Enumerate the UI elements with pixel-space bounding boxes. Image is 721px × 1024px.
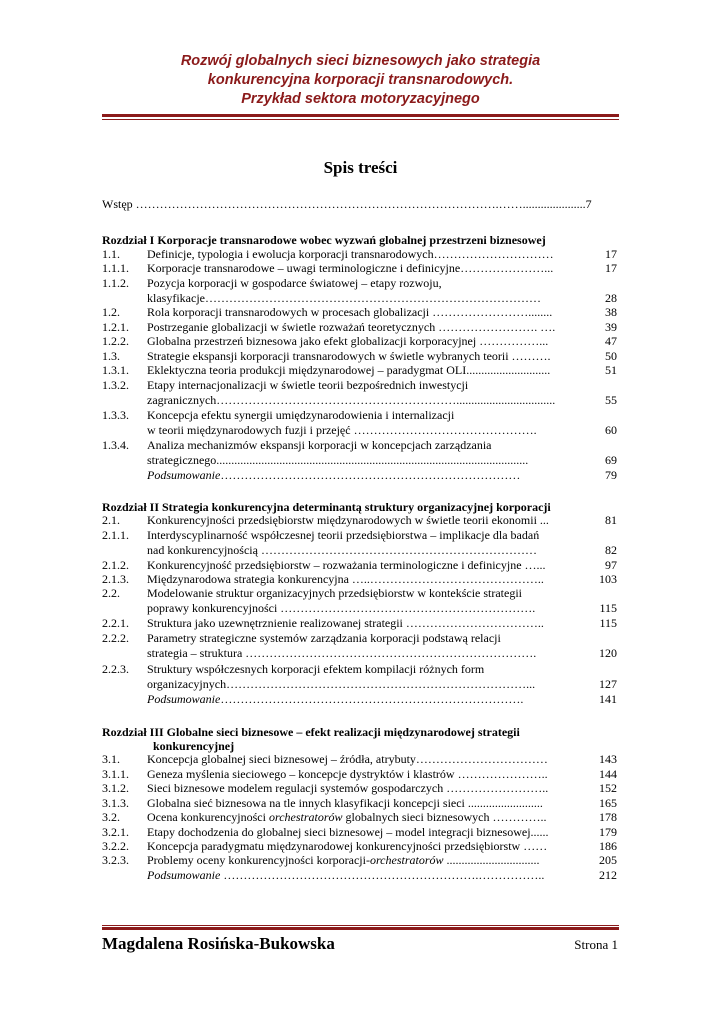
entry-page: 50	[605, 349, 617, 363]
entry-title	[147, 320, 587, 334]
entry-title	[147, 692, 587, 706]
entry-page: 38	[605, 305, 617, 319]
entry-title-text: Eklektyczna teoria produkcji międzynarodowej – paradygmat OLI............................	[147, 363, 551, 377]
entry-title	[147, 810, 587, 824]
entry-number: 3.1.	[102, 752, 120, 766]
entry-title-text: Struktura jako uzewnętrznienie realizowanej strategii ……………………………..	[147, 616, 544, 630]
toc-entry[interactable]	[102, 558, 617, 572]
entry-title-text: organizacyjnych…………………………………………………………………...	[147, 677, 536, 691]
toc-entry[interactable]	[102, 646, 617, 660]
entry-title-text: Podsumowanie	[147, 468, 221, 482]
entry-title-text: Rola korporacji transnarodowych w procesach globalizacji ……………………........	[147, 305, 553, 319]
entry-title	[147, 393, 587, 407]
toc-title: Spis treści	[323, 158, 398, 177]
entry-title	[147, 453, 587, 467]
toc-entry[interactable]	[102, 438, 617, 452]
entry-title	[147, 291, 587, 305]
entry-title-text: Sieci biznesowe modelem regulacji systemów gospodarczych ……………………..	[147, 781, 549, 795]
entry-title	[147, 646, 587, 660]
toc-entry[interactable]	[102, 528, 617, 542]
entry-title-text: Problemy oceny konkurencyjności korporacji-	[147, 853, 370, 867]
entry-title-text: Podsumowanie	[147, 692, 221, 706]
entry-title-text: Globalna przestrzeń biznesowa jako efekt globalizacji korporacyjnej ……………...	[147, 334, 549, 348]
entry-page: 152	[599, 781, 617, 795]
entry-title	[147, 767, 587, 781]
entry-number: 2.1.2.	[102, 558, 129, 572]
entry-title-text: Geneza myślenia sieciowego – koncepcje dystryktów i klastrów …………………..	[147, 767, 548, 781]
toc-entry[interactable]	[102, 677, 617, 691]
entry-page: 165	[599, 796, 617, 810]
entry-number: 1.2.2.	[102, 334, 129, 348]
footer-rule-thin	[102, 925, 619, 926]
toc-entry[interactable]	[102, 513, 617, 527]
toc-entry[interactable]	[102, 586, 617, 600]
toc-entry[interactable]	[102, 781, 617, 795]
entry-page: 179	[599, 825, 617, 839]
entry-page: 212	[599, 868, 617, 882]
entry-title-text: Globalna sieć biznesowa na tle innych klasyfikacji koncepcji sieci .........................	[147, 796, 543, 810]
toc-entry[interactable]	[102, 334, 617, 348]
entry-number: 2.1.	[102, 513, 120, 527]
entry-number: 1.3.1.	[102, 363, 129, 377]
entry-number: 3.1.1.	[102, 767, 129, 781]
toc-entry[interactable]	[102, 408, 617, 422]
chapter-heading-2[interactable]	[102, 500, 615, 514]
toc-entry[interactable]	[102, 752, 617, 766]
entry-title	[147, 662, 613, 676]
entry-number: 3.2.2.	[102, 839, 129, 853]
entry-number: 1.3.2.	[102, 378, 129, 392]
toc-entry[interactable]	[102, 543, 617, 557]
entry-page: 205	[599, 853, 617, 867]
entry-page: 115	[599, 601, 617, 615]
entry-page: 178	[599, 810, 617, 824]
entry-number: 1.2.	[102, 305, 120, 319]
intro-page: 7	[585, 197, 592, 211]
toc-entry[interactable]	[102, 839, 617, 853]
footer-rule-thick	[102, 927, 619, 930]
entry-title-text: Koncepcja paradygmatu międzynarodowej konkurencyjności przedsiębiorstw ……	[147, 839, 548, 853]
entry-page: 97	[605, 558, 617, 572]
entry-page: 51	[605, 363, 617, 377]
entry-title-text: Korporacje transnarodowe – uwagi terminologiczne i definicyjne…………………...	[147, 261, 554, 275]
entry-title	[147, 543, 587, 557]
entry-title	[147, 825, 587, 839]
entry-number: 1.3.3.	[102, 408, 129, 422]
entry-title-text: Koncepcja globalnej sieci biznesowej – źródła, atrybuty……………………………	[147, 752, 548, 766]
entry-number: 1.3.	[102, 349, 120, 363]
entry-title-text: poprawy konkurencyjności ……………………………………………………….	[147, 601, 536, 615]
entry-title-text: Konkurencyjność przedsiębiorstw – rozważania terminologiczne i definicyjne …...	[147, 558, 546, 572]
toc-entry[interactable]	[102, 796, 617, 810]
entry-page: 127	[599, 677, 617, 691]
entry-number: 2.1.3.	[102, 572, 129, 586]
toc-entry[interactable]	[102, 616, 617, 630]
chapter-heading-3[interactable]	[102, 725, 615, 753]
toc-entry[interactable]	[102, 349, 617, 363]
toc-entry[interactable]	[102, 305, 617, 319]
entry-page: 17	[605, 247, 617, 261]
entry-title-text: Etapy dochodzenia do globalnej sieci biznesowej – model integracji biznesowej......	[147, 825, 549, 839]
entry-page: 69	[605, 453, 617, 467]
entry-title	[147, 752, 587, 766]
entry-title	[147, 513, 587, 527]
entry-title	[147, 408, 613, 422]
entry-title-text: w teorii międzynarodowych fuzji i przejęć ……………………………………….	[147, 423, 537, 437]
entry-number: 3.1.3.	[102, 796, 129, 810]
entry-leader: ………………………………………………………………….	[220, 692, 524, 706]
entry-leader: …………………………………………………………………	[220, 468, 521, 482]
entry-title-text: Etapy internacjonalizacji w świetle teorii bezpośrednich inwestycji	[147, 378, 469, 392]
toc-entry[interactable]	[102, 320, 617, 334]
entry-title	[147, 796, 587, 810]
entry-title-text: Pozycja korporacji w gospodarce światowej – etapy rozwoju,	[147, 276, 442, 290]
entry-page: 81	[605, 513, 617, 527]
entry-page: 79	[605, 468, 617, 482]
entry-number: 1.3.4.	[102, 438, 129, 452]
header-line-2: konkurencyjna korporacji transnarodowych.	[207, 72, 514, 88]
toc-intro-entry[interactable]	[102, 197, 615, 211]
entry-title-text: Struktury współczesnych korporacji efektem kompilacji różnych form	[147, 662, 485, 676]
entry-title-text: Podsumowanie	[147, 868, 221, 882]
entry-title	[147, 261, 587, 275]
intro-dots: ……………………………………………………………………………….…….....................	[132, 197, 586, 211]
intro-label: Wstęp	[102, 197, 133, 211]
entry-title-text: Definicje, typologia i ewolucja korporacji transnarodowych…………………………	[147, 247, 554, 261]
entry-title	[147, 839, 587, 853]
entry-number: 2.2.2.	[102, 631, 129, 645]
entry-title-text: Koncepcja efektu synergii umiędzynarodowienia i internalizacji	[147, 408, 455, 422]
chapter-title-cont: konkurencyjnej	[153, 739, 235, 753]
entry-title-text: Międzynarodowa strategia konkurencyjna …..……………………………………..	[147, 572, 544, 586]
entry-title-text: strategicznego........................................................................................................	[147, 453, 529, 467]
entry-number: 2.2.	[102, 586, 120, 600]
entry-title	[147, 423, 587, 437]
entry-title	[147, 334, 587, 348]
toc-entry[interactable]	[102, 662, 617, 676]
entry-title	[147, 853, 587, 867]
entry-page: 141	[599, 692, 617, 706]
entry-title-italic: orchestratorów	[369, 853, 444, 867]
entry-page: 82	[605, 543, 617, 557]
entry-leader: globalnych sieci biznesowych …………..	[342, 810, 547, 824]
chapter-title: Rozdział III Globalne sieci biznesowe – efekt realizacji międzynarodowej strategii	[102, 725, 520, 739]
entry-number: 3.2.1.	[102, 825, 129, 839]
entry-title	[147, 781, 587, 795]
entry-page: 28	[605, 291, 617, 305]
entry-number: 2.2.1.	[102, 616, 129, 630]
entry-number: 1.2.1.	[102, 320, 129, 334]
entry-title	[147, 616, 587, 630]
toc-entry[interactable]	[102, 810, 617, 824]
entry-page: 143	[599, 752, 617, 766]
entry-title-text: Ocena konkurencyjności	[147, 810, 269, 824]
entry-number: 3.2.	[102, 810, 120, 824]
toc-entry[interactable]	[102, 825, 617, 839]
entry-title-text: Postrzeganie globalizacji w świetle rozważań teoretycznych ……………………. ….	[147, 320, 556, 334]
toc-entry[interactable]	[102, 423, 617, 437]
toc-entry[interactable]	[102, 276, 617, 290]
entry-title	[147, 677, 587, 691]
entry-number: 1.1.1.	[102, 261, 129, 275]
entry-title-text: klasyfikacje…………………………………………………………………………	[147, 291, 541, 305]
entry-number: 3.1.2.	[102, 781, 129, 795]
entry-title-text: Konkurencyjności przedsiębiorstw międzynarodowych w świetle teorii ekonomii ...	[147, 513, 549, 527]
toc-entry[interactable]	[102, 378, 617, 392]
entry-title	[147, 247, 587, 261]
toc-entry[interactable]	[102, 853, 617, 867]
entry-title-text: nad konkurencyjnością ……………………………………………………………	[147, 543, 537, 557]
toc-entry[interactable]	[102, 363, 617, 377]
entry-page: 144	[599, 767, 617, 781]
header-rule-thick	[102, 114, 619, 117]
entry-number: 1.1.2.	[102, 276, 129, 290]
entry-title-text: Analiza mechanizmów ekspansji korporacji w koncepcjach zarządzania	[147, 438, 492, 452]
entry-number: 1.1.	[102, 247, 120, 261]
footer-author: Magdalena Rosińska-Bukowska	[102, 934, 335, 953]
entry-title	[147, 572, 587, 586]
entry-title	[147, 349, 587, 363]
entry-page: 17	[605, 261, 617, 275]
footer-page-number: Strona 1	[574, 937, 618, 952]
toc-entry[interactable]	[102, 868, 617, 882]
entry-title	[147, 363, 587, 377]
header-rule-thin	[102, 119, 619, 120]
toc-entry[interactable]	[102, 453, 617, 467]
entry-title	[147, 438, 613, 452]
entry-title	[147, 586, 613, 600]
entry-title-text: Strategie ekspansji korporacji transnarodowych w świetle wybranych teorii ……….	[147, 349, 551, 363]
toc-entry[interactable]	[102, 261, 617, 275]
entry-page: 103	[599, 572, 617, 586]
entry-title	[147, 468, 587, 482]
entry-title	[147, 378, 613, 392]
toc-entry[interactable]	[102, 247, 617, 261]
entry-title-text: Interdyscyplinarność współczesnej teorii przedsiębiorstwa – implikacje dla badań	[147, 528, 540, 542]
toc-entry[interactable]	[102, 631, 617, 645]
entry-leader: ……………………………………………………….……………..	[220, 868, 545, 882]
entry-title	[147, 305, 587, 319]
header-line-3: Przykład sektora motoryzacyjnego	[241, 91, 480, 107]
entry-title-text: strategia – struktura ……………………………………………………………….	[147, 646, 537, 660]
entry-page: 55	[605, 393, 617, 407]
entry-title-text: Modelowanie struktur organizacyjnych przedsiębiorstw w kontekście strategii	[147, 586, 523, 600]
toc-entry[interactable]	[102, 601, 617, 615]
toc-entry[interactable]	[102, 572, 617, 586]
entry-page: 60	[605, 423, 617, 437]
document-header	[0, 52, 721, 109]
entry-title	[147, 276, 613, 290]
entry-leader: ...............................	[443, 853, 540, 867]
entry-title	[147, 528, 613, 542]
entry-title	[147, 868, 587, 882]
header-line-1: Rozwój globalnych sieci biznesowych jako strategia	[180, 53, 541, 69]
entry-title	[147, 631, 613, 645]
entry-number: 3.2.3.	[102, 853, 129, 867]
chapter-title: Rozdział I Korporacje transnarodowe wobec wyzwań globalnej przestrzeni biznesowej	[102, 233, 546, 247]
entry-page: 120	[599, 646, 617, 660]
entry-page: 47	[605, 334, 617, 348]
entry-title-text: zagranicznych…………………………………………………….................................	[147, 393, 556, 407]
toc-entry[interactable]	[102, 291, 617, 305]
chapter-title: Rozdział II Strategia konkurencyjna determinantą struktury organizacyjnej korporacji	[102, 500, 551, 514]
chapter-heading-1[interactable]	[102, 233, 615, 247]
entry-title-text: Parametry strategiczne systemów zarządzania korporacji podstawą relacji	[147, 631, 501, 645]
toc-entry[interactable]	[102, 692, 617, 706]
toc-entry[interactable]	[102, 767, 617, 781]
toc-entry[interactable]	[102, 468, 617, 482]
entry-page: 39	[605, 320, 617, 334]
entry-page: 115	[599, 616, 617, 630]
toc-entry[interactable]	[102, 393, 617, 407]
entry-title-italic: orchestratorów	[268, 810, 343, 824]
entry-title	[147, 601, 587, 615]
entry-number: 2.2.3.	[102, 662, 129, 676]
entry-number: 2.1.1.	[102, 528, 129, 542]
entry-title	[147, 558, 587, 572]
entry-page: 186	[599, 839, 617, 853]
